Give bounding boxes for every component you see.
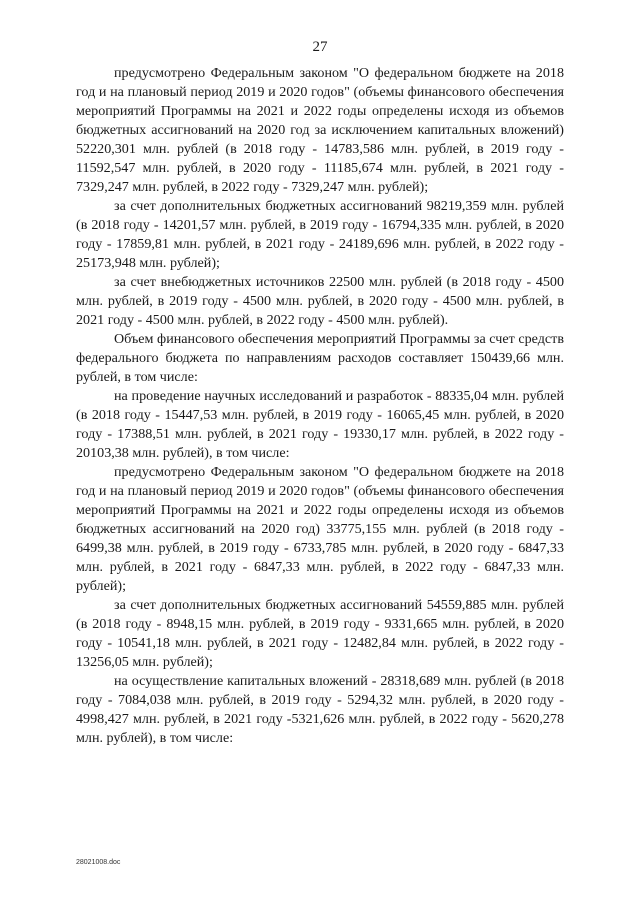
paragraph-additional-allocations: за счет дополнительных бюджетных ассигнований 98219,359 млн. рублей (в 2018 году - 14201,57 млн. рублей, в 2019 году - 16794,335 млн. рублей, в 2020 году - 17859,81 млн. рублей, в 2021 году - 24189,696 млн. рублей, в 2022 году - 25173,948 млн. рублей); [76,198,564,271]
paragraph-rd-additional-allocations: за счет дополнительных бюджетных ассигнований 54559,885 млн. рублей (в 2018 году - 8948,15 млн. рублей, в 2019 году - 9331,665 млн. рублей, в 2020 году - 10541,18 млн. рублей, в 2021 году - 12482,84 млн. рублей, в 2022 году - 13256,05 млн. рублей); [76,597,564,670]
paragraph-extrabudgetary-sources: за счет внебюджетных источников 22500 млн. рублей (в 2018 году - 4500 млн. рублей, в 2019 году - 4500 млн. рублей, в 2020 году - 4500 млн. рублей, в 2021 году - 4500 млн. рублей, в 2022 году - 4500 млн. рублей). [76,274,564,328]
paragraph-funding-by-direction: Объем финансового обеспечения мероприятий Программы за счет средств федерального бюджета по направлениям расходов составляет 150439,66 млн. рублей, в том числе: [76,331,564,385]
footer-filename: 28021008.doc [76,859,121,866]
paragraph-research-and-development: на проведение научных исследований и разработок - 88335,04 млн. рублей (в 2018 году - 15447,53 млн. рублей, в 2019 году - 16065,45 млн. рублей, в 2020 году - 17388,51 млн. рублей, в 2021 году - 19330,17 млн. рублей, в 2022 году - 20103,38 млн. рублей), в том числе: [76,388,564,461]
document-body [76,64,564,748]
paragraph-rd-federal-law-funding: предусмотрено Федеральным законом "О федеральном бюджете на 2018 год и на плановый период 2019 и 2020 годов" (объемы финансового обеспечения мероприятий Программы на 2021 и 2022 годы определены исходя из объемов бюджетных ассигнований на 2020 год) 33775,155 млн. рублей (в 2018 году - 6499,38 млн. рублей, в 2019 году - 6733,785 млн. рублей, в 2020 году - 6847,33 млн. рублей, в 2021 году - 6847,33 млн. рублей, в 2022 году - 6847,33 млн. рублей); [76,464,564,594]
page-number: 27 [312,39,328,55]
paragraph-federal-law-funding: предусмотрено Федеральным законом "О федеральном бюджете на 2018 год и на плановый период 2019 и 2020 годов" (объемы финансового обеспечения мероприятий Программы на 2021 и 2022 годы определены исходя из объемов бюджетных ассигнований на 2020 год за исключением капитальных вложений) 52220,301 млн. рублей (в 2018 году - 14783,586 млн. рублей, в 2019 году - 11592,547 млн. рублей, в 2020 году - 11185,674 млн. рублей, в 2021 году - 7329,247 млн. рублей, в 2022 году - 7329,247 млн. рублей); [76,65,564,195]
paragraph-capital-investments: на осуществление капитальных вложений - 28318,689 млн. рублей (в 2018 году - 7084,038 млн. рублей, в 2019 году - 5294,32 млн. рублей, в 2020 году - 4998,427 млн. рублей, в 2021 году -5321,626 млн. рублей, в 2022 году - 5620,278 млн. рублей), в том числе: [76,673,564,746]
